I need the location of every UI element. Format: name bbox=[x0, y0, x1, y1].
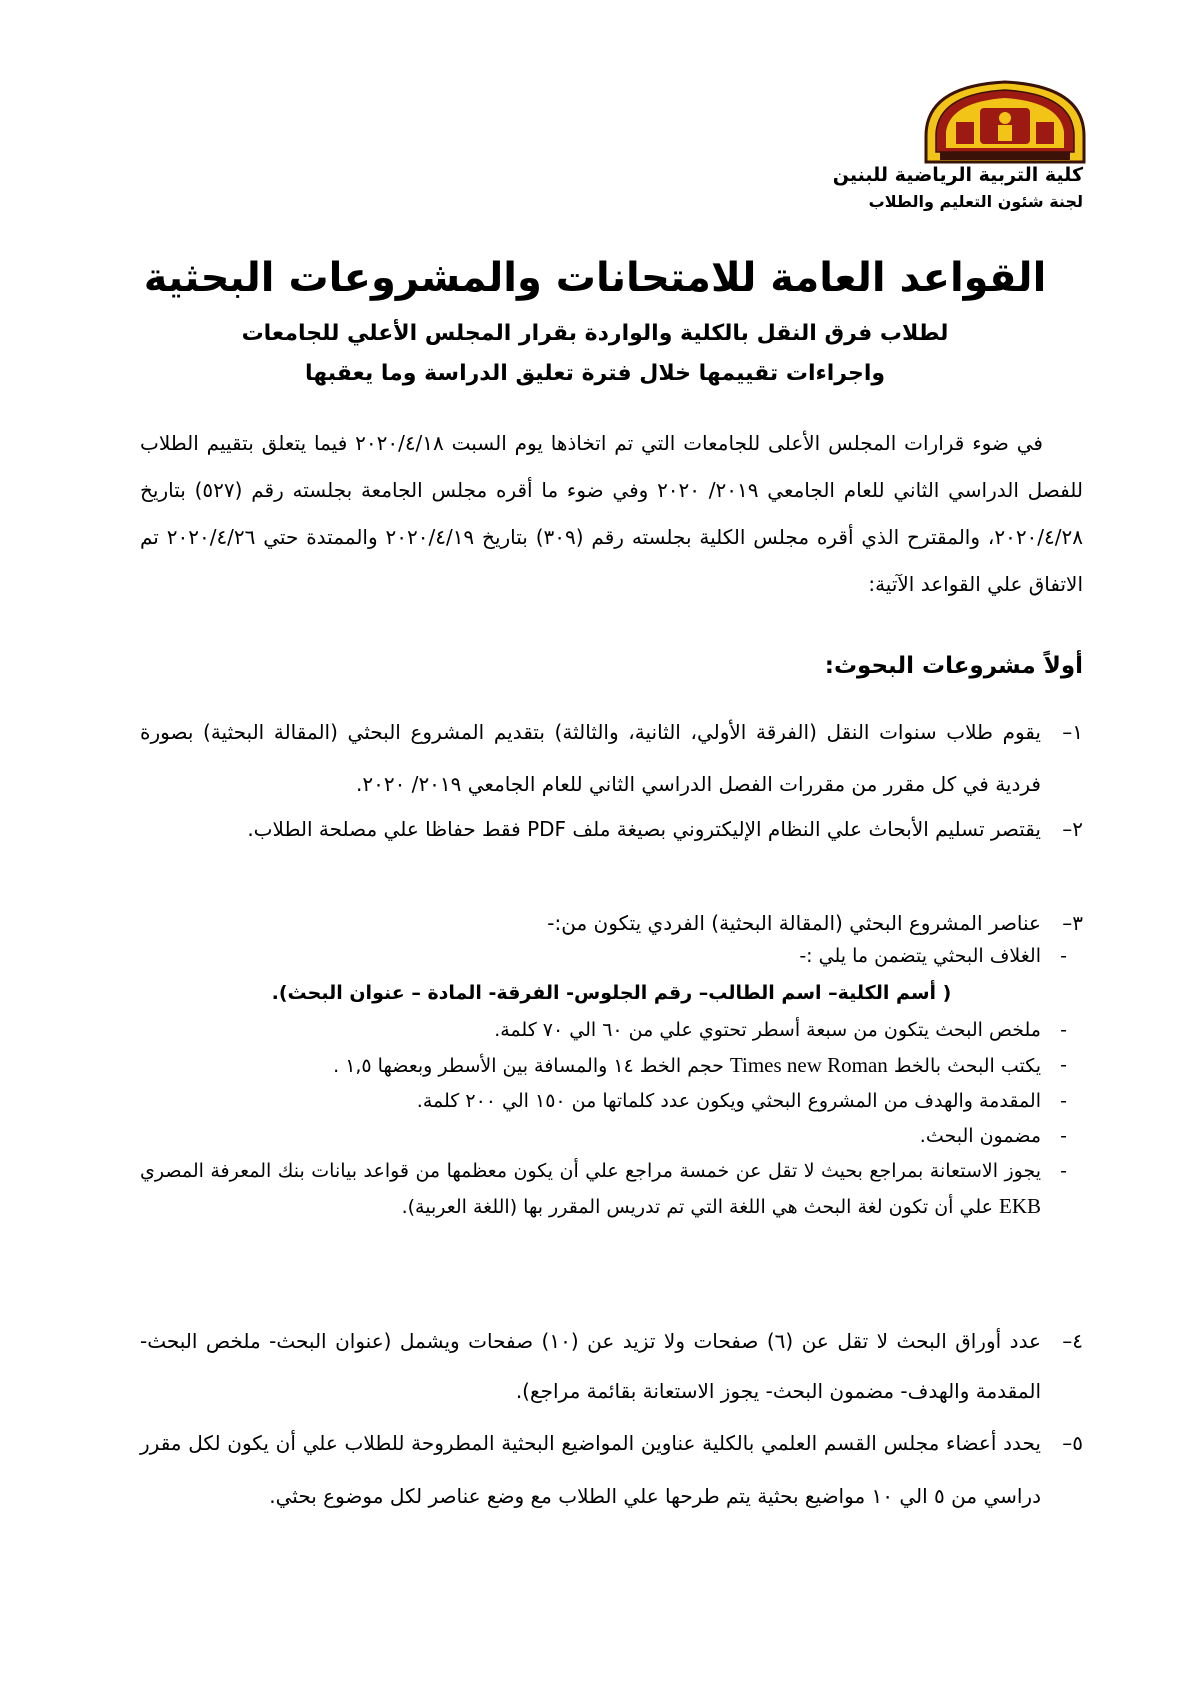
committee-name: لجنة شئون التعليم والطلاب bbox=[868, 192, 1083, 211]
rule-text: يحدد أعضاء مجلس القسم العلمي بالكلية عناوين المواضيع البحثية المطروحة للطلاب علي أن يكون لكل مقرر دراسي من ٥ الي ١٠ مواضيع بحثية يتم طرحها علي الطلاب مع وضع عناصر لكل موضوع بحثي. bbox=[140, 1431, 1041, 1508]
rule-item-3 bbox=[140, 905, 1083, 941]
list-item-text: علي أن تكون لغة البحث هي اللغة التي تم تدريس المقرر بها (اللغة العربية). bbox=[401, 1196, 993, 1218]
list-item-text: يكتب البحث بالخط bbox=[893, 1055, 1041, 1077]
rule-text: عدد أوراق البحث لا تقل عن (٦) صفحات ولا تزيد عن (١٠) صفحات ويشمل (عنوان البحث- ملخص البحث- المقدمة والهدف- مضمون البحث- يجوز الاستعانة بقائمة مراجع). bbox=[140, 1329, 1041, 1403]
list-item: - الغلاف البحثي يتضمن ما يلي :- bbox=[799, 945, 1067, 967]
ekb-acronym: EKB bbox=[999, 1194, 1041, 1218]
section-heading-research-projects: أولاً مشروعات البحوث: bbox=[824, 653, 1083, 679]
intro-paragraph bbox=[140, 420, 1083, 608]
rule-item-5 bbox=[140, 1417, 1083, 1523]
rule-text: يقوم طلاب سنوات النقل (الفرقة الأولي، الثانية، والثالثة) بتقديم المشروع البحثي (المقالة البحثية) بصورة فردية في كل مقرر من مقررات الفصل الدراسي الثاني للعام الجامعي ٢٠١٩/ ٢٠٢٠. bbox=[140, 720, 1041, 796]
rule-number: ٤– bbox=[1062, 1329, 1083, 1353]
document-title: القواعد العامة للامتحانات والمشروعات البحثية bbox=[143, 255, 1047, 301]
rule-item-1 bbox=[140, 706, 1083, 810]
faculty-name: كلية التربية الرياضية للبنين bbox=[832, 164, 1083, 186]
intro-text: في ضوء قرارات المجلس الأعلى للجامعات التي تم اتخاذها يوم السبت ٢٠٢٠/٤/١٨ فيما يتعلق بتقييم الطلاب للفصل الدراسي الثاني للعام الجامعي ٢٠١٩/ ٢٠٢٠ وفي ضوء ما أقره مجلس الجامعة بجلسته رقم (٥٢٧) بتاريخ ٢٠٢٠/٤/٢٨، والمقترح الذي أقره مجلس الكلية بجلسته رقم (٣٠٩) بتاريخ ٢٠٢٠/٤/١٩ والممتدة حتي ٢٠٢٠/٤/٢٦ تم الاتفاق علي القواعد الآتية: bbox=[140, 431, 1083, 596]
rule-text: يقتصر تسليم الأبحاث علي النظام الإليكتروني بصيغة ملف PDF فقط حفاظا علي مصلحة الطلاب. bbox=[247, 817, 1041, 841]
list-item: - المقدمة والهدف من المشروع البحثي ويكون عدد كلماتها من ١٥٠ الي ٢٠٠ كلمة. bbox=[416, 1090, 1067, 1112]
list-item-text: يجوز الاستعانة بمراجع بحيث لا تقل عن خمسة مراجع علي أن يكون معظمها من قواعد بيانات بنك المعرفة المصري bbox=[140, 1160, 1041, 1182]
rule-number: ٣– bbox=[1062, 911, 1083, 935]
list-item-text: ملخص البحث يتكون من سبعة أسطر تحتوي علي من ٦٠ الي ٧٠ كلمة. bbox=[494, 1019, 1041, 1041]
list-item-text: المقدمة والهدف من المشروع البحثي ويكون عدد كلماتها من ١٥٠ الي ٢٠٠ كلمة. bbox=[416, 1090, 1041, 1112]
list-item-text: الغلاف البحثي يتضمن ما يلي :- bbox=[799, 945, 1041, 967]
document-subtitle-2: واجراءات تقييمها خلال فترة تعليق الدراسة وما يعقبها bbox=[304, 361, 886, 386]
document-subtitle-1: لطلاب فرق النقل بالكلية والواردة بقرار المجلس الأعلي للجامعات bbox=[241, 321, 949, 346]
list-item: - مضمون البحث. bbox=[919, 1125, 1067, 1147]
list-item-text: مضمون البحث. bbox=[919, 1125, 1041, 1147]
research-elements-list bbox=[140, 939, 1083, 1225]
list-item-text: حجم الخط ١٤ والمسافة بين الأسطر وبعضها ١,٥ . bbox=[333, 1055, 724, 1077]
rule-item-4 bbox=[140, 1316, 1083, 1416]
cover-fields: ( أسم الكلية– اسم الطالب– رقم الجلوس- الفرقة- المادة – عنوان البحث). bbox=[271, 982, 952, 1004]
list-item: - يكتب البحث بالخط Times new Roman حجم الخط ١٤ والمسافة بين الأسطر وبعضها ١,٥ . bbox=[333, 1053, 1067, 1077]
rule-text: عناصر المشروع البحثي (المقالة البحثية) الفردي يتكون من:- bbox=[547, 911, 1041, 935]
university-logo bbox=[920, 78, 1090, 164]
list-item: - ملخص البحث يتكون من سبعة أسطر تحتوي علي من ٦٠ الي ٧٠ كلمة. bbox=[494, 1019, 1067, 1041]
font-name: Times new Roman bbox=[729, 1053, 888, 1077]
list-item: - يجوز الاستعانة بمراجع بحيث لا تقل عن خمسة مراجع علي أن يكون معظمها من قواعد بيانات بنك المعرفة المصري EKB علي أن تكون لغة البحث هي اللغة التي تم تدريس المقرر بها (اللغة العربية). bbox=[140, 1160, 1067, 1218]
header-organization bbox=[833, 160, 1083, 214]
rule-number: ٢– bbox=[1062, 817, 1083, 841]
rule-number: ١– bbox=[1062, 720, 1083, 744]
rule-item-2 bbox=[140, 803, 1083, 855]
rule-number: ٥– bbox=[1062, 1431, 1083, 1455]
